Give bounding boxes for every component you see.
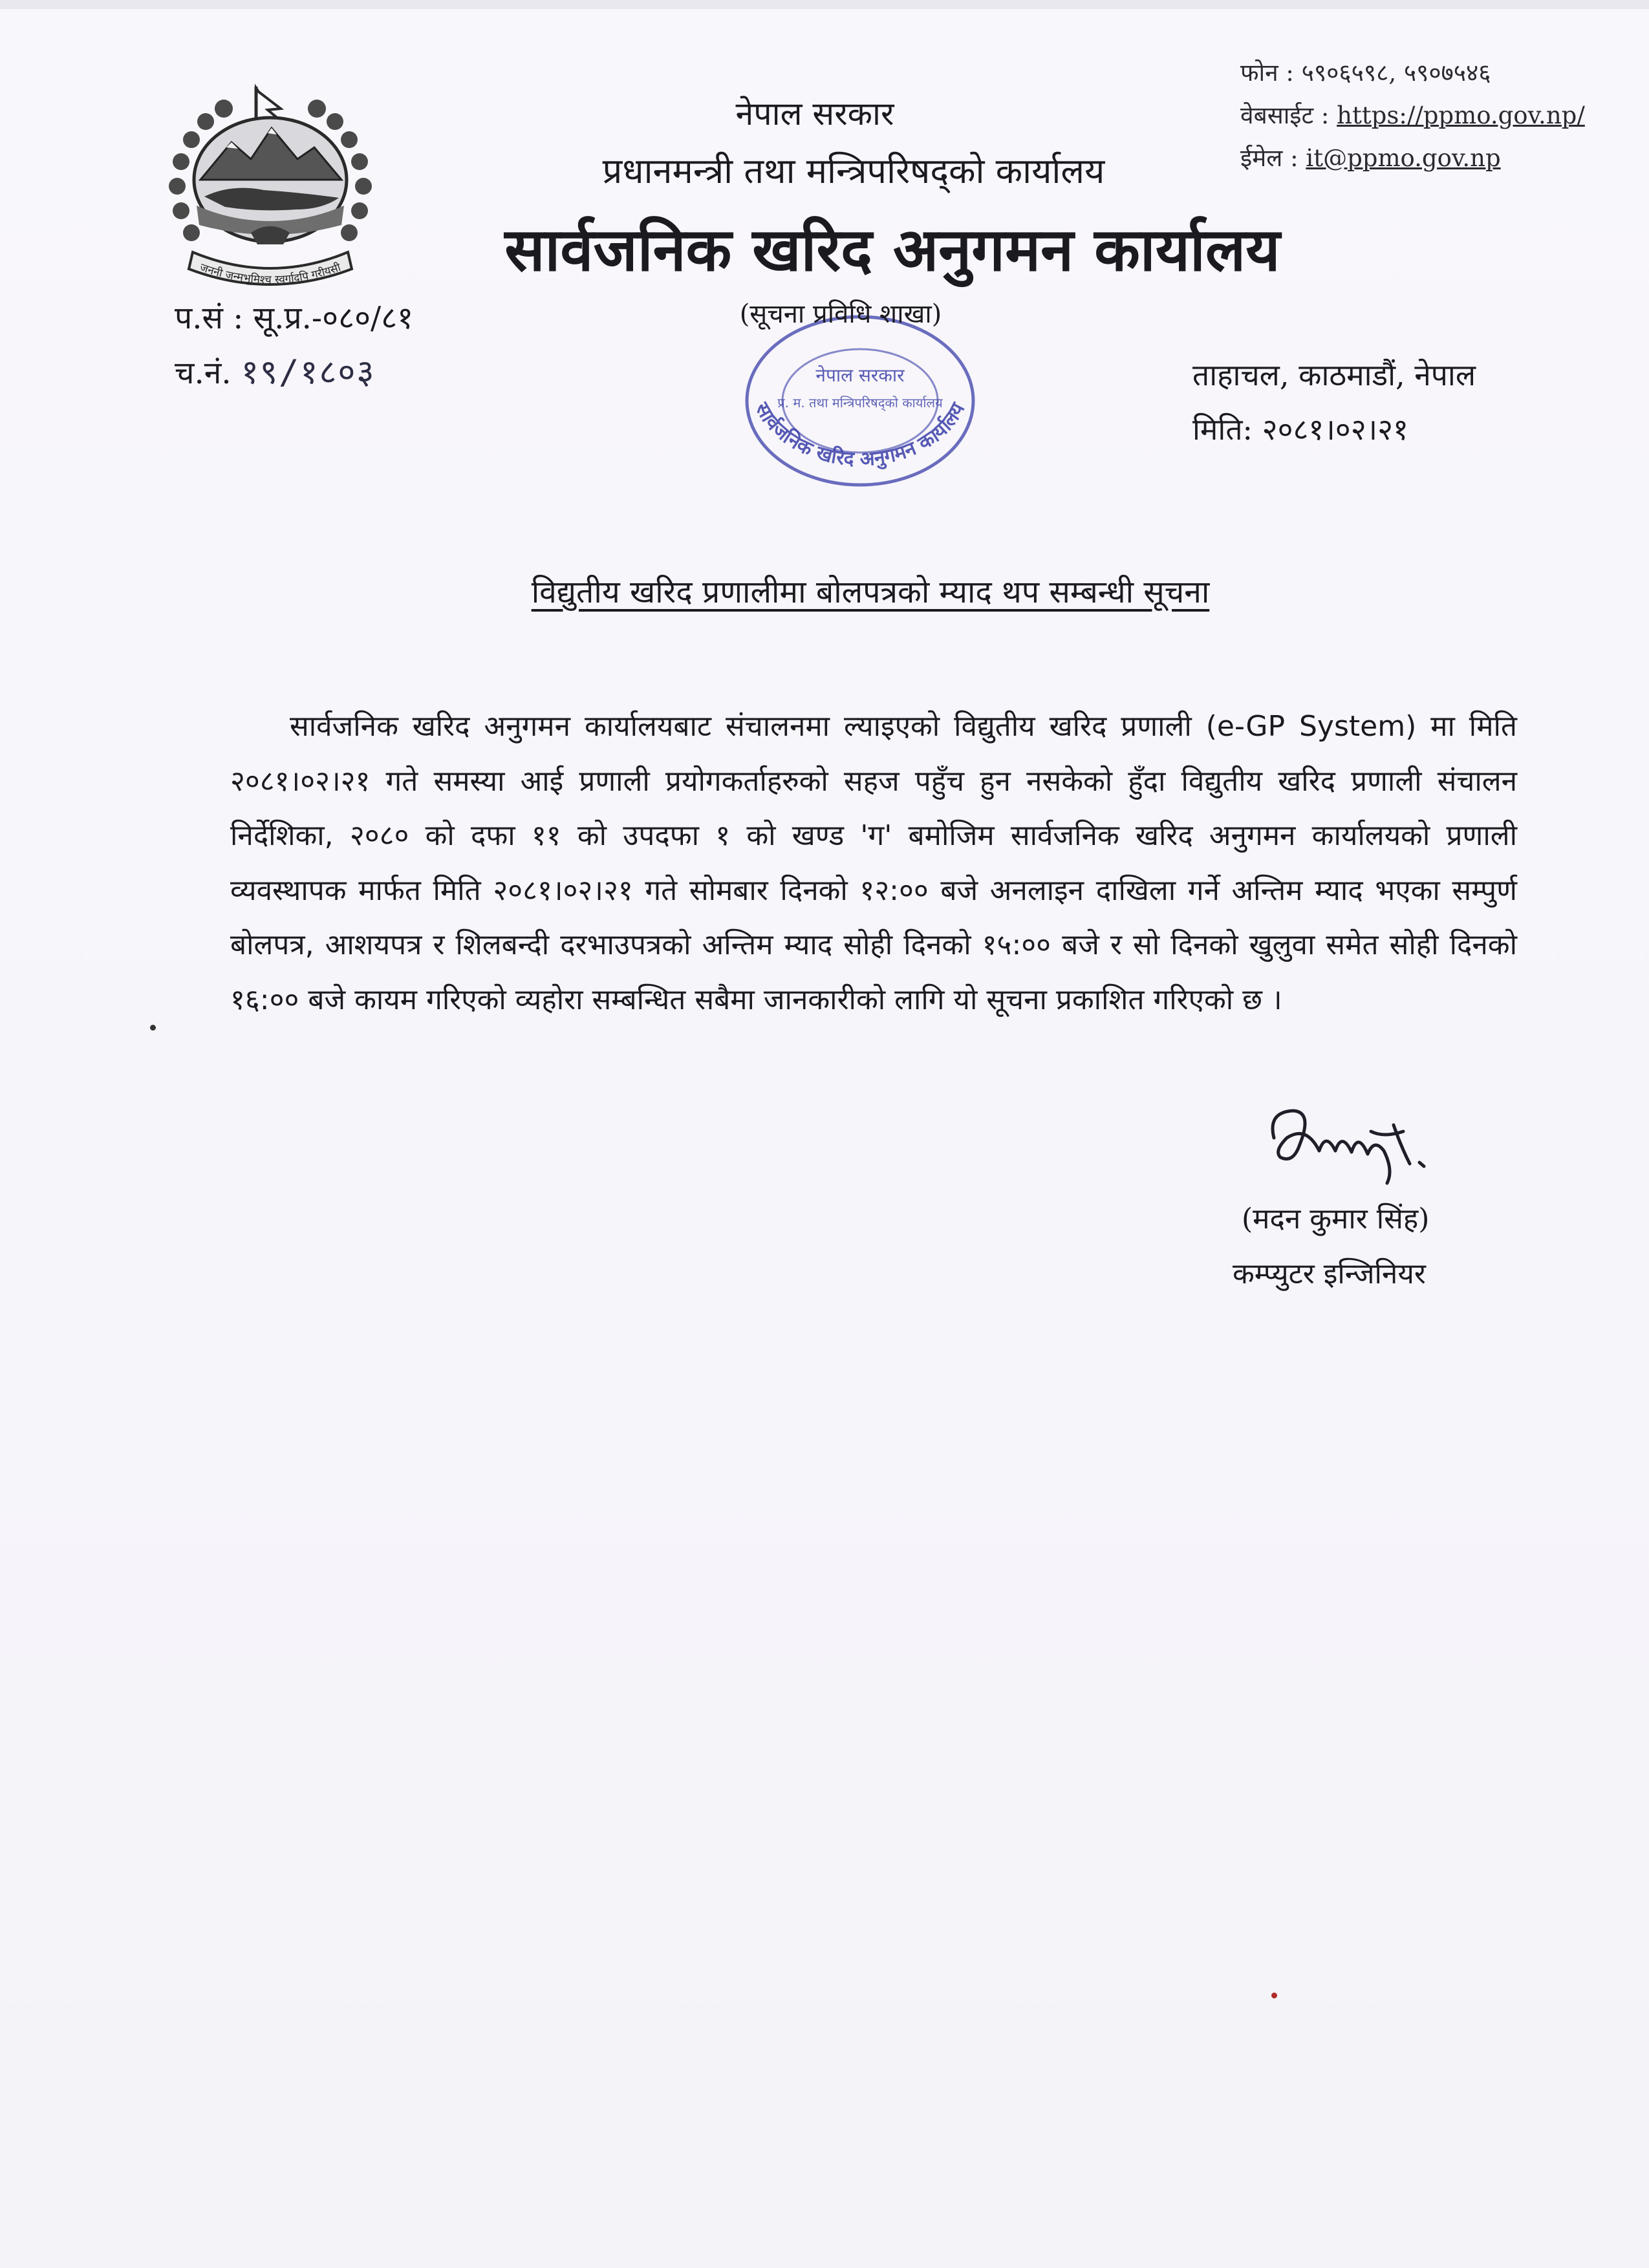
- dispatch-label: च.नं.: [175, 355, 241, 391]
- email-row: [1240, 137, 1602, 180]
- stamp-line-1: नेपाल सरकार: [815, 365, 905, 386]
- scan-speck: [1271, 1993, 1277, 1998]
- emblem-motto: जननी जन्मभूमिश्च स्वर्गादपि गरीयसी: [198, 261, 343, 287]
- email-label: ईमेल :: [1240, 144, 1306, 172]
- letter-date: मिति: २०८१।०२।२१: [1192, 412, 1408, 447]
- government-name: नेपाल सरकार: [735, 95, 894, 133]
- office-stamp-icon: [698, 304, 1022, 498]
- signature-icon: [1255, 1093, 1449, 1190]
- website-label: वेबसाईट :: [1240, 102, 1337, 129]
- scan-speck: [150, 1025, 156, 1031]
- scan-edge: [0, 0, 1649, 9]
- branch-name: (सूचना प्रविधि शाखा): [739, 299, 942, 329]
- office-address: ताहाचल, काठमाडौं, नेपाल: [1192, 358, 1476, 392]
- phone-number: फोन : ५९०६५९८, ५९०७५४६: [1240, 59, 1491, 87]
- notice-body: सार्वजनिक खरिद अनुगमन कार्यालयबाट संचालनमा ल्याइएको विद्युतीय खरिद प्रणाली (e-GP System) मा मिति २०८१।०२।२१ गते समस्या आई प्रणाली प्रयोगकर्ताहरुको सहज पहुँच हुन नसकेको हुँदा विद्युतीय खरिद प्रणाली संचालन निर्देशिका, २०८० को दफा ११ को उपदफा १ को खण्ड 'ग' बमोजिम सार्वजनिक खरिद अनुगमन कार्यालयको प्रणाली व्यवस्थापक मार्फत मिति २०८१।०२।२१ गते सोमबार दिनको १२:०० बजे अनलाइन दाखिला गर्ने अन्तिम म्याद भएका सम्पुर्ण बोलपत्र, आशयपत्र र शिलबन्दी दरभाउपत्रको अन्तिम म्याद सोही दिनको १५:०० बजे र सो दिनको खुलुवा समेत सोही दिनको १६:०० बजे कायम गरिएको व्यहोरा सम्बन्धित सबैमा जानकारीको लागि यो सूचना प्रकाशित गरिएको छ ।: [230, 710, 1517, 1016]
- website-link[interactable]: https://ppmo.gov.np/: [1337, 102, 1585, 129]
- letter-number: प.सं : सू.प्र.-०८०/८१: [175, 300, 414, 336]
- reference-block: [175, 291, 413, 400]
- ministry-name: प्रधानमन्त्री तथा मन्त्रिपरिषद्को कार्यालय: [602, 151, 1105, 191]
- notice-subject: विद्युतीय खरिद प्रणालीमा बोलपत्रको म्याद थप सम्बन्धी सूचना: [531, 574, 1210, 610]
- dispatch-number-row: [175, 345, 413, 400]
- contact-block: [1240, 52, 1602, 180]
- dispatch-number: १९/१८०३: [241, 353, 376, 392]
- signatory-name: (मदन कुमार सिंह): [1242, 1203, 1430, 1236]
- nepal-emblem-icon: [154, 83, 387, 290]
- stamp-line-3: सार्वजनिक खरिद अनुगमन कार्यालय: [750, 398, 970, 471]
- address-block: [1192, 348, 1476, 456]
- email-link[interactable]: it@ppmo.gov.np: [1306, 144, 1501, 172]
- office-name: सार्वजनिक खरिद अनुगमन कार्यालय: [504, 215, 1280, 284]
- stamp-line-2: प्र. म. तथा मन्त्रिपरिषद्को कार्यालय: [777, 395, 943, 411]
- signatory-title: कम्प्युटर इन्जिनियर: [1233, 1257, 1426, 1290]
- website-row: [1240, 94, 1602, 137]
